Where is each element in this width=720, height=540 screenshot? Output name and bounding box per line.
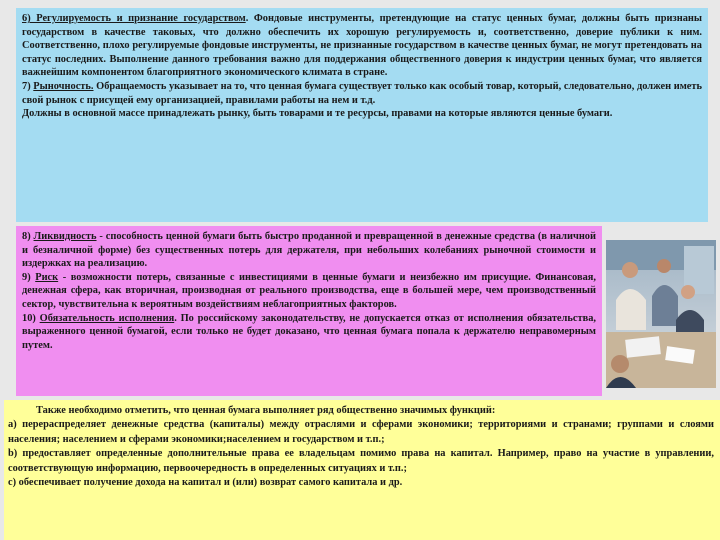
functions-intro: Также необходимо отметить, что ценная бумага выполняет ряд общественно значимых функций: [36, 405, 496, 416]
item-8-prefix: 8) [22, 231, 34, 242]
office-meeting-photo [606, 240, 716, 388]
item-7-term: Рыночность. [33, 80, 94, 92]
item-6-text: . Фондовые инструменты, претендующие на статус ценных бумаг, должны быть признаны государством в качестве таковых, что должно обеспечить их хорошую регулируемость и, соответственно, доверие публики к ним. Соответственно, плохо регулируемые фондовые инструменты, не признанные государством в качестве ценных бумаг, не могут претендовать на статус последних. Выполнение данного требования важно для поддержания общественного доверия к индустрии ценных бумаг, что является важнейшим компонентом благоприятного экономического климата в стране. [22, 13, 702, 79]
item-10-text: . По российскому законодательству, не допускается отказ от исполнения обязательства, выраженного ценной бумагой, если только не будет доказано, что ценная бумага попала к держателю неправомерным путем. [22, 312, 596, 351]
item-6-paragraph [22, 12, 702, 80]
item-9-prefix: 9) [22, 271, 36, 283]
item-10-term: Обязательность исполнения [39, 312, 175, 324]
securities-functions-block [4, 400, 720, 540]
item-6-term: 6) Регулируемость и признание государством [22, 13, 246, 24]
item-7-paragraph [22, 80, 702, 107]
item-9-text: - возможности потерь, связанные с инвестициями в ценные бумаги и неизбежно им присущие. Финансовая, денежная сфера, как вторичная, производная от реального производства, еще в большей мере, чем производственный сектор, чувствительна к вероятным воздействиям неблагоприятных факторов. [22, 271, 596, 310]
item-7-prefix: 7) [22, 80, 34, 92]
item-9-paragraph [22, 271, 596, 312]
item-8-text: - способность ценной бумаги быть быстро проданной и превращенной в денежные средства (в наличной и безналичной форме) без существенных потерь для держателя, при небольших колебаниях рыночной стоимости и издержках на реализацию. [22, 231, 596, 270]
photo-illustration [606, 240, 716, 388]
function-b: b) предоставляет определенные дополнительные права ее владельцам помимо права на капитал. Например, право на участие в управлении, соответствующую информацию, первоочередность в определенных ситуациях и т.п.; [8, 448, 714, 474]
securities-properties-block-8-10 [16, 226, 602, 396]
item-10-prefix: 10) [22, 312, 40, 324]
function-a: а) перераспределяет денежные средства (капиталы) между отраслями и сферами экономики; территориями и странами; группами и слоями населения; населением и сферами экономики;населением и государством и т.п.; [8, 419, 714, 445]
securities-properties-block-6-7 [16, 8, 708, 222]
item-8-term: Ликвидность [33, 231, 97, 242]
function-c: c) обеспечивает получение дохода на капитал и (или) возврат самого капитала и др. [8, 477, 403, 489]
item-10-paragraph [22, 312, 596, 353]
block1-closing-paragraph: Должны в основной массе принадлежать рынку, быть товарами и те ресурсы, правами на которые являются ценные бумаги. [22, 108, 613, 120]
item-9-term: Риск [35, 271, 59, 283]
item-7-text: Обращаемость указывает на то, что ценная бумага существует только как особый товар, который, следовательно, должен иметь свой рынок с присущей ему организацией, правилами работы на нем и т.д. [22, 80, 702, 106]
item-8-paragraph [22, 230, 596, 271]
